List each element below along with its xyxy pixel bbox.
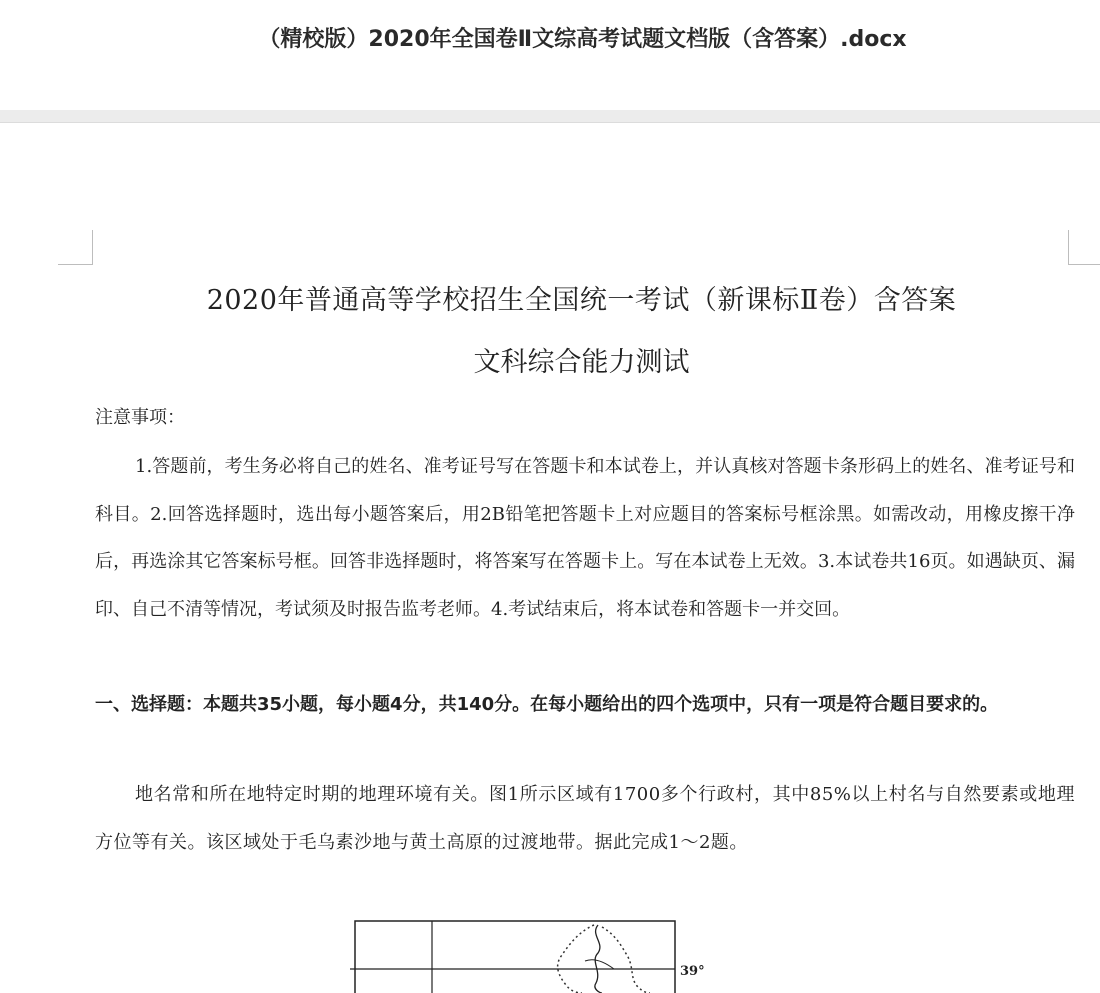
- margin-corner-right: [1068, 230, 1100, 265]
- figure-1-map: [340, 913, 720, 993]
- section-heading: 一、选择题：本题共35小题，每小题4分，共140分。在每小题给出的四个选项中，只有一项是符合题目要求的。: [95, 694, 999, 715]
- document-title: 2020年普通高等学校招生全国统一考试（新课标Ⅱ卷）含答案: [206, 285, 957, 316]
- title-bar: [0, 0, 1100, 110]
- window-title: （精校版）2020年全国卷Ⅱ文综高考试题文档版（含答案）.docx: [258, 27, 907, 52]
- page-separator: [0, 110, 1100, 123]
- notice-heading: 注意事项：: [95, 407, 185, 428]
- map-latitude-label: 39°: [680, 964, 705, 979]
- document-page: [0, 123, 1100, 990]
- notice-paragraph: 1.答题前，考生务必将自己的姓名、准考证号写在答题卡和本试卷上，并认真核对答题卡条形码上的姓名、准考证号和科目。2.回答选择题时，选出每小题答案后，用2B铅笔把答题卡上对应题目的答案标号框涂黑。如需改动，用橡皮擦干净后，再选涂其它答案标号框。回答非选择题时，将答案写在答题卡上。写在本试卷上无效。3.本试卷共16页。如遇缺页、漏印、自己不清等情况，考试须及时报告监考老师。4.考试结束后，将本试卷和答题卡一并交回。: [95, 456, 1075, 620]
- question-intro-paragraph: 地名常和所在地特定时期的地理环境有关。图1所示区域有1700多个行政村，其中85%以上村名与自然要素或地理方位等有关。该区域处于毛乌素沙地与黄土高原的过渡地带。据此完成1～2题。: [95, 784, 1075, 853]
- document-subtitle: 文科综合能力测试: [473, 347, 690, 378]
- margin-corner-left: [58, 230, 93, 265]
